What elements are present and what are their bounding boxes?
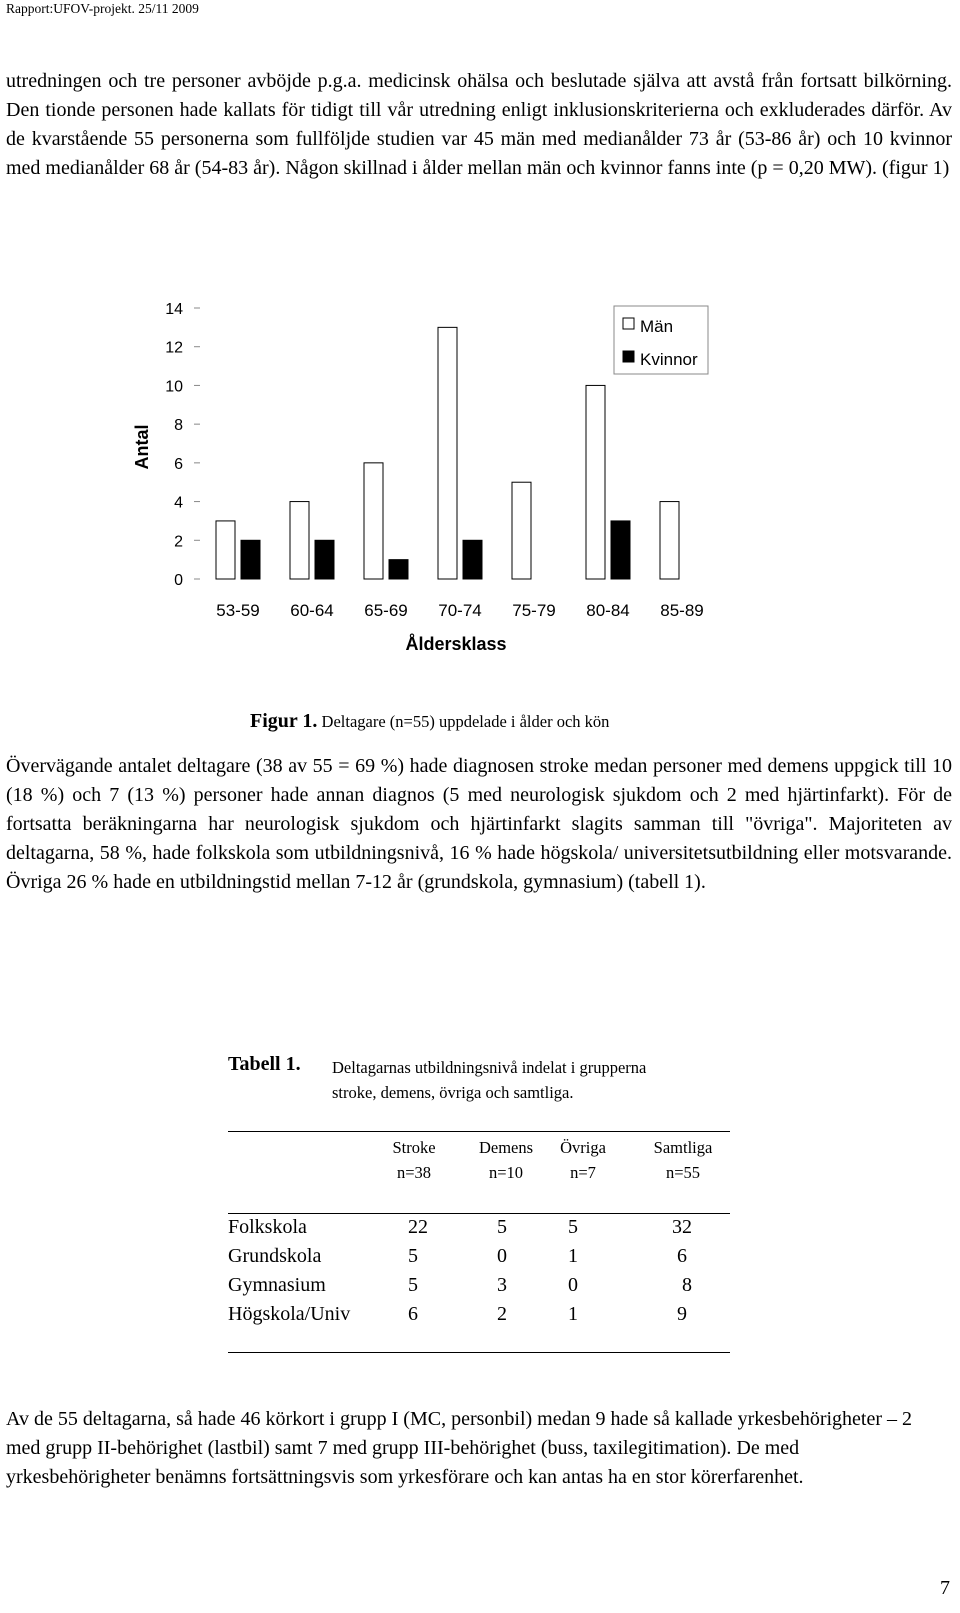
x-tick-label: 85-89 (660, 601, 704, 620)
bar-women-65-69 (389, 560, 408, 579)
document-header: Rapport:UFOV-projekt. 25/11 2009 (6, 1, 199, 16)
row-label: Högskola/Univ (228, 1303, 351, 1325)
table-cell: 5 (568, 1216, 578, 1238)
table-header-stroke (378, 1135, 450, 1185)
bars (216, 327, 679, 579)
bar-women-53-59 (241, 540, 260, 579)
bar-men-60-64 (290, 502, 309, 579)
table-cell: 0 (568, 1274, 578, 1296)
table-cell: 8 (682, 1274, 692, 1296)
table-caption-line: stroke, demens, övriga och samtliga. (332, 1083, 574, 1102)
table-header-ovriga (548, 1135, 618, 1185)
paragraph-participants: utredningen och tre personer avböjde p.g.a. medicinsk ohälsa och beslutade själva att avstå från fortsatt bilkörning. Den tionde personen hade kallats för tidigt till vår utredning enligt inklusionskriterierna och exkluderades därför. Av de kvarstående 55 personerna som fullföljde studien var 45 män med medianålder 73 år (53-86 år) och 10 kvinnor med medianålder 68 år (54-83 år). Någon skillnad i ålder mellan män och kvinnor fanns inte (p = 0,20 MW). (figur 1) (6, 70, 952, 179)
paragraph-licenses: Av de 55 deltagarna, så hade 46 körkort i grupp I (MC, personbil) medan 9 hade så kallade yrkesbehörigheter – 2 med grupp II-behörighet (lastbil) samt 7 med grupp III-behörighet (buss, taxilegitimation). De med yrkesbehörigheter benämns fortsättningsvis som yrkesförare och kan antas ha en stor körerfarenhet. (6, 1408, 913, 1488)
column-name: Övriga (560, 1138, 606, 1157)
x-axis-label: Åldersklass (405, 634, 507, 654)
table-cell: 3 (497, 1274, 507, 1296)
x-tick-label: 53-59 (216, 601, 260, 620)
y-tick-label: 12 (165, 339, 183, 357)
legend (614, 306, 708, 374)
y-tick-label: 8 (174, 417, 183, 435)
y-axis-label: Antal (132, 424, 152, 470)
y-axis (165, 301, 200, 589)
column-n: n=55 (665, 1163, 701, 1182)
x-tick-label: 65-69 (364, 601, 408, 620)
x-tick-label: 75-79 (512, 601, 556, 620)
column-n: n=38 (396, 1163, 432, 1182)
table-cell: 5 (408, 1274, 418, 1296)
table-caption-line: Deltagarnas utbildningsnivå indelat i grupperna (332, 1058, 647, 1077)
bar-men-53-59 (216, 521, 235, 579)
bar-women-70-74 (463, 540, 482, 579)
table-bottom-rule (228, 1352, 730, 1353)
table-header-demens (466, 1135, 546, 1185)
table-cell: 6 (677, 1245, 687, 1267)
table-cell: 32 (672, 1216, 692, 1238)
y-tick-label: 10 (165, 378, 183, 396)
y-tick-label: 4 (174, 494, 183, 512)
x-tick-label: 70-74 (438, 601, 482, 620)
age-sex-bar-chart (120, 292, 720, 664)
table-cell: 1 (568, 1303, 578, 1325)
table-cell: 5 (497, 1216, 507, 1238)
x-tick-labels (216, 601, 703, 620)
table-caption-label: Tabell 1. (228, 1053, 301, 1075)
table-cell: 1 (568, 1245, 578, 1267)
page-number: 7 (940, 1577, 950, 1599)
table-top-rule (228, 1131, 730, 1132)
bar-men-85-89 (660, 502, 679, 579)
paragraph-diagnoses: Övervägande antalet deltagare (38 av 55 = 69 %) hade diagnosen stroke medan personer med demens uppgick till 10 (18 %) och 7 (13 %) personer hade annan diagnos (5 med neurologisk sjukdom och 2 med hjärtinfarkt). För de fortsatta beräkningarna har neurologisk sjukdom och hjärtinfarkt slagits samman till "övriga". Majoriteten av deltagarna, 58 %, hade folkskola som utbildningsnivå, 16 % hade högskola/ universitetsutbildning eller motsvarande. Övriga 26 % hade en utbildningstid mellan 7-12 år (grundskola, gymnasium) (tabell 1). (6, 755, 952, 893)
row-label: Gymnasium (228, 1274, 326, 1296)
table-cell: 6 (408, 1303, 418, 1325)
bar-women-80-84 (611, 521, 630, 579)
row-label: Grundskola (228, 1245, 322, 1267)
bar-men-65-69 (364, 463, 383, 579)
column-n: n=10 (488, 1163, 524, 1182)
column-name: Stroke (392, 1138, 436, 1157)
table-cell: 5 (408, 1245, 418, 1267)
x-tick-label: 60-64 (290, 601, 334, 620)
y-tick-label: 2 (174, 533, 183, 551)
figure-caption (250, 710, 609, 733)
table-caption-text (332, 1055, 752, 1105)
row-label: Folkskola (228, 1216, 307, 1238)
table-cell: 9 (677, 1303, 687, 1325)
column-name: Demens (478, 1138, 534, 1157)
table-cell: 22 (408, 1216, 428, 1238)
figure-caption-label: Figur 1. (250, 710, 318, 732)
legend-label-women: Kvinnor (640, 350, 698, 369)
y-tick-label: 14 (165, 301, 183, 318)
bar-men-80-84 (586, 385, 605, 579)
y-tick-label: 6 (174, 455, 183, 473)
column-name: Samtliga (653, 1138, 713, 1157)
bar-men-75-79 (512, 482, 531, 579)
bar-women-60-64 (315, 540, 334, 579)
table-mid-rule (228, 1213, 730, 1214)
column-n: n=7 (570, 1163, 596, 1182)
figure-caption-text: Deltagare (n=55) uppdelade i ålder och kön (321, 712, 610, 731)
x-tick-label: 80-84 (586, 601, 630, 620)
table-cell: 2 (497, 1303, 507, 1325)
table-header-samtliga (640, 1135, 726, 1185)
legend-swatch-men (623, 318, 634, 329)
legend-label-men: Män (640, 317, 674, 336)
bar-men-70-74 (438, 327, 457, 579)
legend-swatch-women (623, 351, 634, 362)
table-cell: 0 (497, 1245, 507, 1267)
y-tick-label: 0 (174, 572, 183, 589)
